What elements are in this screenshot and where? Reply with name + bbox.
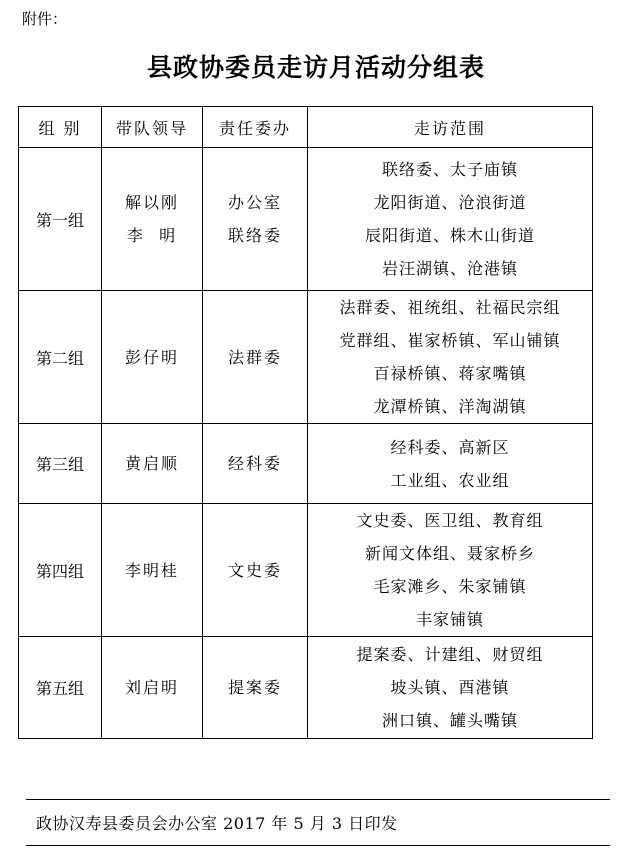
office-cell bbox=[203, 291, 308, 424]
header-scope: 走访范围 bbox=[308, 107, 593, 148]
scope-line: 岩汪湖镇、沧港镇 bbox=[381, 259, 518, 278]
leader-name: 黄启顺 bbox=[124, 454, 179, 473]
scope-cell bbox=[308, 148, 593, 291]
leader-name: 李 明 bbox=[126, 226, 178, 245]
leader-cell bbox=[102, 504, 203, 637]
group-name: 第二组 bbox=[19, 291, 102, 424]
office-cell bbox=[203, 504, 308, 637]
footer-bottom-rule bbox=[26, 845, 610, 846]
office-cell bbox=[203, 424, 308, 504]
office-name: 文史委 bbox=[227, 560, 282, 580]
group-table bbox=[18, 106, 593, 739]
leader-name: 彭仔明 bbox=[124, 347, 179, 367]
office-name: 法群委 bbox=[227, 347, 282, 367]
scope-line: 提案委、计建组、财贸组 bbox=[356, 645, 544, 664]
scope-line: 文史委、医卫组、教育组 bbox=[356, 511, 544, 530]
leader-name: 解以刚 bbox=[124, 193, 179, 212]
scope-line: 丰家铺镇 bbox=[415, 610, 484, 629]
scope-line: 坡头镇、酉港镇 bbox=[390, 678, 510, 697]
scope-line: 党群组、崔家桥镇、军山铺镇 bbox=[339, 331, 561, 350]
footer-top-rule bbox=[26, 799, 610, 800]
scope-cell bbox=[308, 291, 593, 424]
table-row bbox=[19, 637, 593, 739]
scope-line: 百禄桥镇、蒋家嘴镇 bbox=[373, 364, 527, 383]
scope-cell bbox=[308, 637, 593, 739]
scope-line: 法群委、祖统组、社福民宗组 bbox=[339, 298, 561, 317]
table-header-row bbox=[19, 107, 593, 148]
group-name: 第三组 bbox=[19, 424, 102, 504]
leader-cell bbox=[102, 637, 203, 739]
table-row bbox=[19, 504, 593, 637]
group-name: 第四组 bbox=[19, 504, 102, 637]
scope-cell bbox=[308, 424, 593, 504]
leader-name: 刘启明 bbox=[124, 678, 179, 697]
attachment-label: 附件： bbox=[22, 10, 68, 28]
leader-cell bbox=[102, 291, 203, 424]
document-title: 县政协委员走访月活动分组表 bbox=[146, 53, 485, 82]
header-office: 责任委办 bbox=[203, 107, 308, 148]
table-row bbox=[19, 424, 593, 504]
scope-line: 联络委、太子庙镇 bbox=[381, 160, 518, 179]
leader-cell bbox=[102, 148, 203, 291]
scope-line: 辰阳街道、株木山街道 bbox=[364, 226, 535, 245]
scope-cell bbox=[308, 504, 593, 637]
office-name: 联络委 bbox=[227, 226, 282, 245]
office-name: 提案委 bbox=[227, 678, 282, 697]
scope-line: 新闻文体组、聂家桥乡 bbox=[364, 544, 535, 563]
office-name: 经科委 bbox=[227, 454, 282, 473]
office-cell bbox=[203, 148, 308, 291]
table-row bbox=[19, 148, 593, 291]
scope-line: 经科委、高新区 bbox=[390, 437, 510, 457]
office-cell bbox=[203, 637, 308, 739]
scope-line: 龙潭桥镇、洋淘湖镇 bbox=[373, 397, 527, 416]
leader-name: 李明桂 bbox=[124, 560, 179, 580]
scope-line: 工业组、农业组 bbox=[390, 470, 510, 490]
group-name: 第一组 bbox=[19, 148, 102, 291]
scope-line: 龙阳街道、沧浪街道 bbox=[373, 193, 527, 212]
header-group: 组 别 bbox=[19, 107, 102, 148]
scope-line: 毛家滩乡、朱家铺镇 bbox=[373, 577, 527, 596]
office-name: 办公室 bbox=[227, 193, 282, 212]
group-name: 第五组 bbox=[19, 637, 102, 739]
footer-issuer: 政协汉寿县委员会办公室 2017 年 5 月 3 日印发 bbox=[36, 814, 398, 833]
leader-cell bbox=[102, 424, 203, 504]
header-leader: 带队领导 bbox=[102, 107, 203, 148]
scope-line: 洲口镇、罐头嘴镇 bbox=[381, 711, 518, 730]
table-row bbox=[19, 291, 593, 424]
